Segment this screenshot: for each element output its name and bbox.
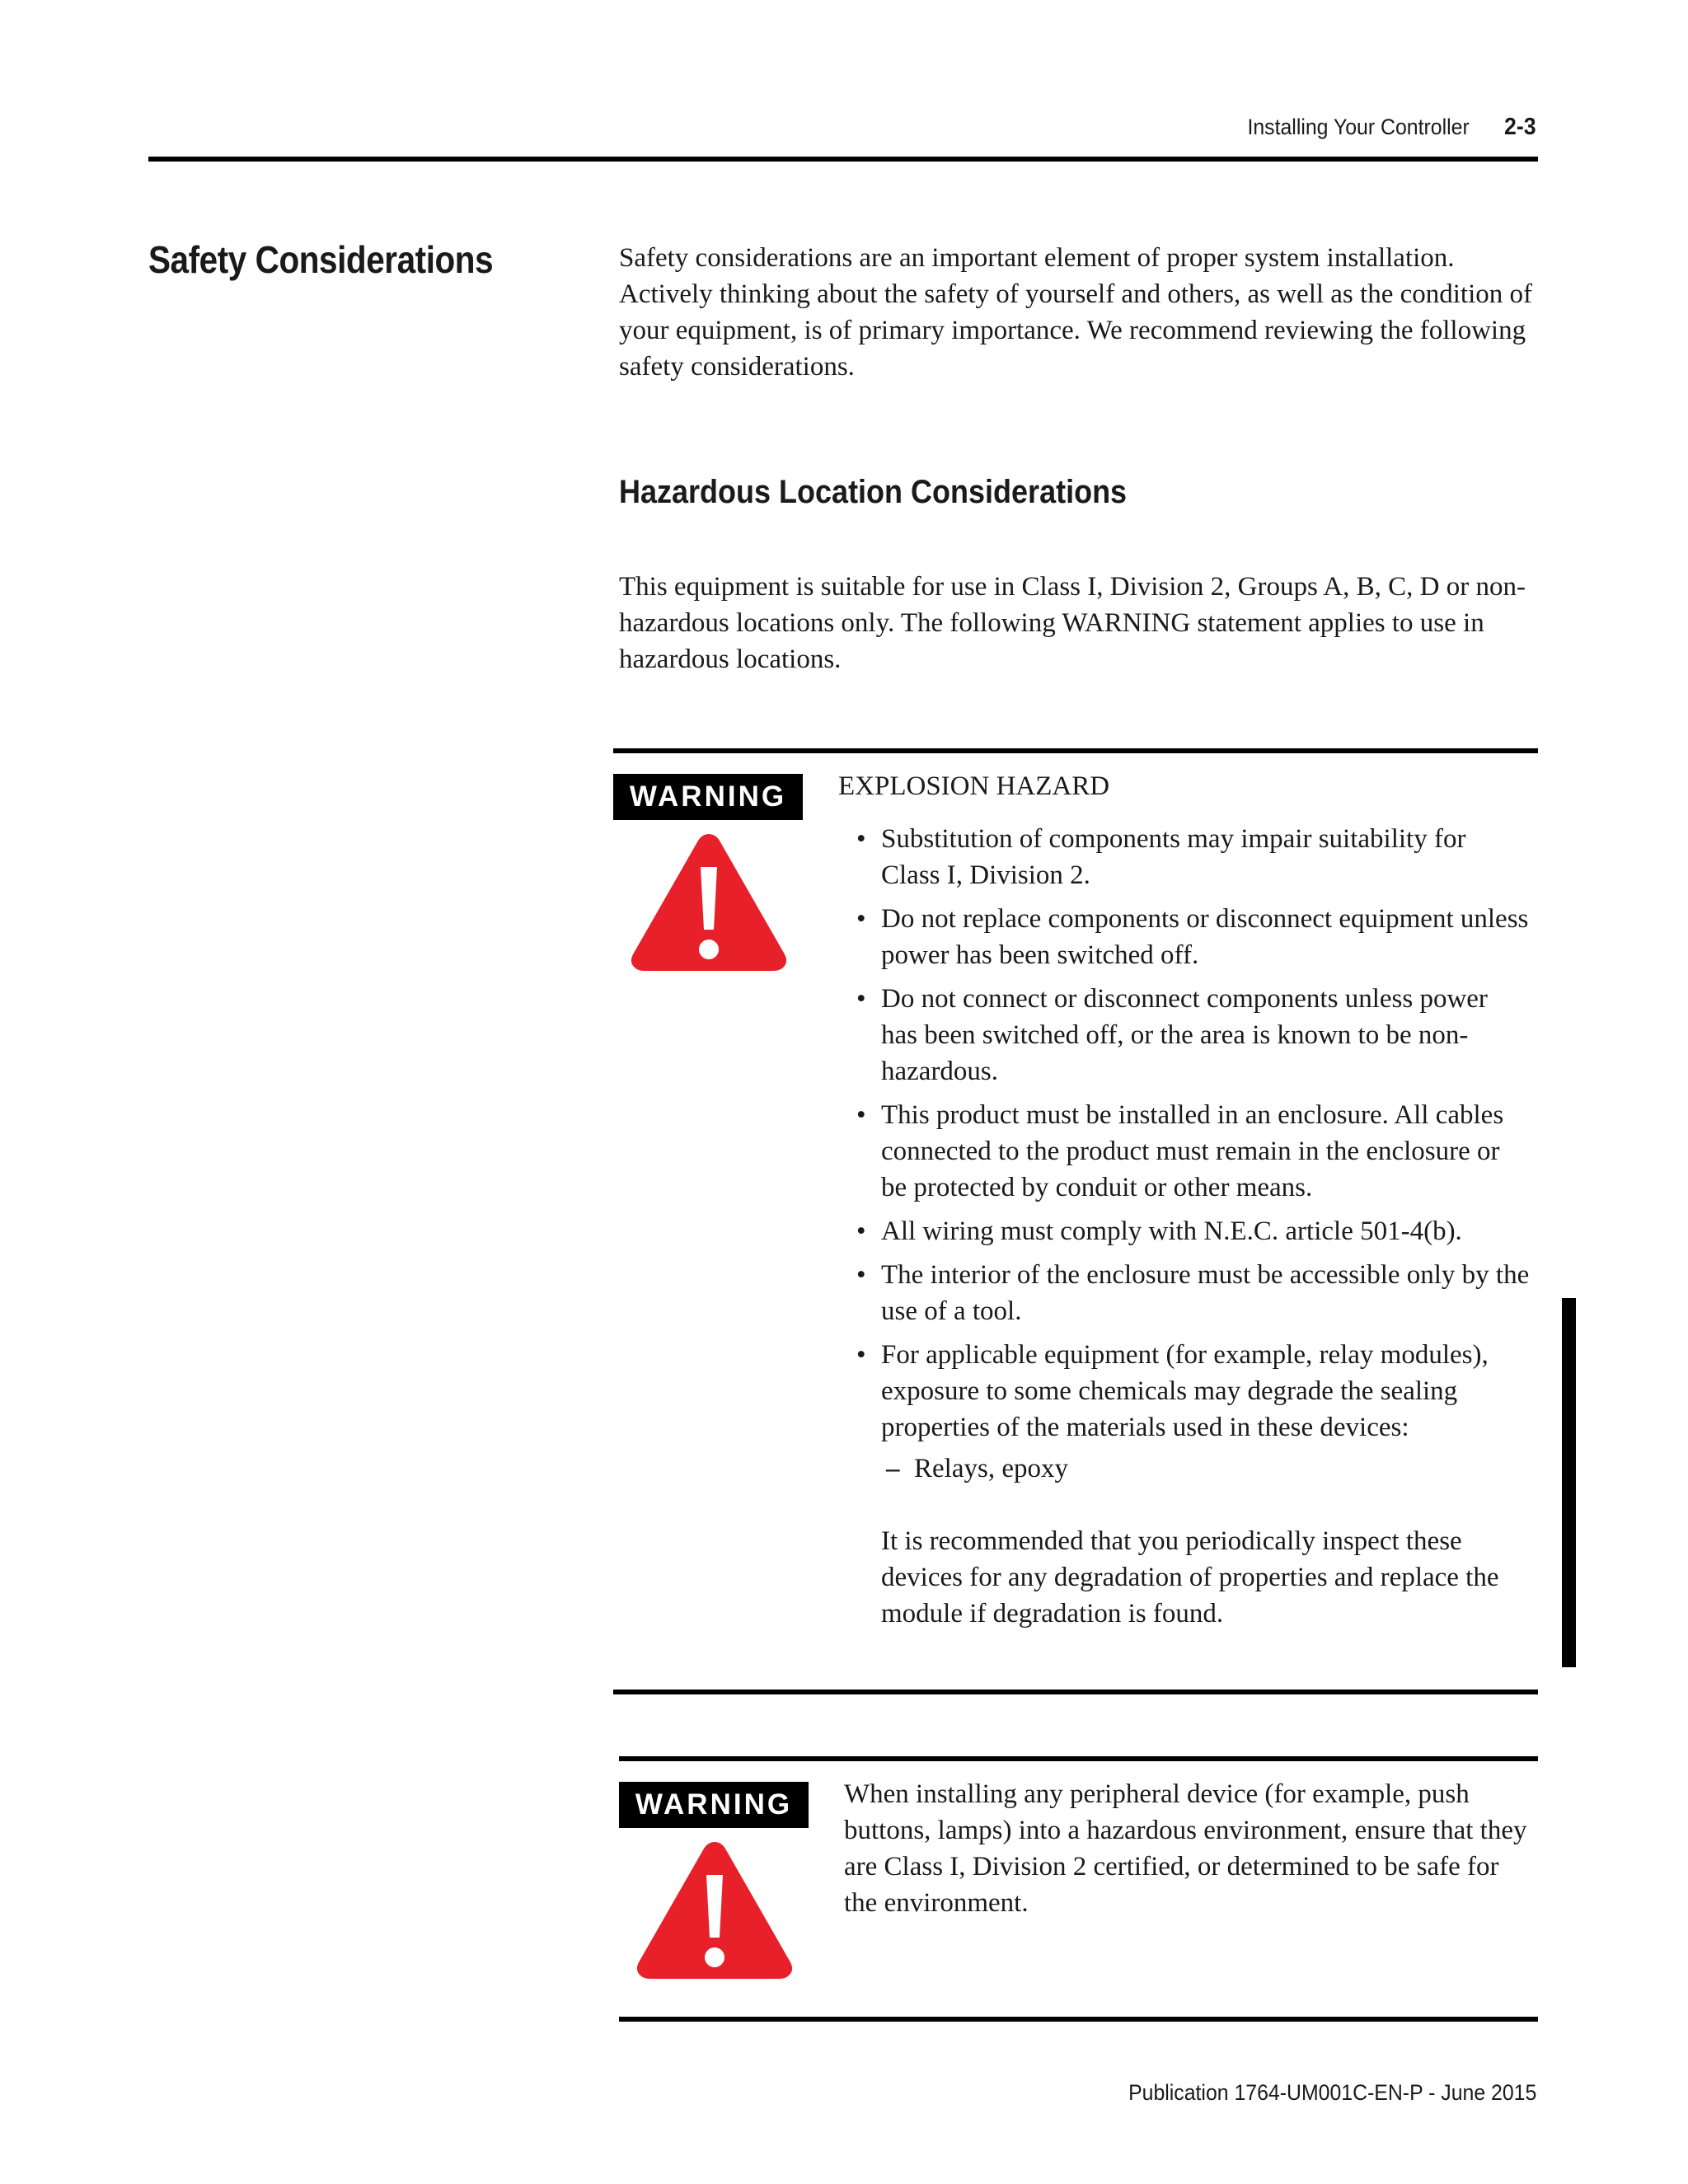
warning-label: WARNING xyxy=(613,774,803,820)
list-item: • Do not replace components or disconnect equipment unless power has been switched off. xyxy=(881,901,1531,973)
chapter-title: Installing Your Controller xyxy=(1247,115,1470,139)
header-rule xyxy=(148,157,1538,162)
list-item: • Do not connect or disconnect components unless power has been switched off, or the area is known to be non-hazardous. xyxy=(881,981,1531,1090)
peripheral-device-warning xyxy=(619,1756,1538,2022)
warning-label: WARNING xyxy=(619,1782,809,1828)
list-item: • All wiring must comply with N.E.C. article 501-4(b). xyxy=(881,1213,1531,1249)
publication-footer: Publication 1764-UM001C-EN-P - June 2015 xyxy=(1128,2080,1536,2105)
hazard-bullet-list xyxy=(838,821,1531,1487)
alert-triangle-icon xyxy=(632,1835,797,1984)
list-item xyxy=(881,1337,1531,1487)
list-item: • This product must be installed in an enclosure. All cables connected to the product must remain in the enclosure or be protected by conduit or other means. xyxy=(881,1097,1531,1206)
warning-text: When installing any peripheral device (for example, push buttons, lamps) into a hazardous environment, ensure that they are Class I, Division 2 certified, or determined to be safe for the environment. xyxy=(844,1779,1527,1918)
change-bar xyxy=(1562,1298,1576,1667)
section-heading: Safety Considerations xyxy=(148,238,494,281)
hazardous-location-heading: Hazardous Location Considerations xyxy=(619,474,1128,510)
sub-list-item: – Relays, epoxy xyxy=(914,1451,1531,1487)
page-number: 2-3 xyxy=(1504,114,1536,140)
alert-triangle-icon xyxy=(626,827,791,976)
warning-content xyxy=(838,768,1531,1632)
list-item-text: For applicable equipment (for example, relay modules), exposure to some chemicals may degrade the sealing properties of the materials used in these devices: xyxy=(881,1340,1489,1442)
intro-paragraph: Safety considerations are an important element of proper system installation. Actively thinking about the safety of yourself and others, as well as the condition of your equipment, is of primary importance. We recommend reviewing the following safety considerations. xyxy=(619,243,1532,382)
list-item: • The interior of the enclosure must be accessible only by the use of a tool. xyxy=(881,1257,1531,1329)
list-item: • Substitution of components may impair suitability for Class I, Division 2. xyxy=(881,821,1531,893)
running-header xyxy=(1248,114,1536,141)
warning-content xyxy=(844,1776,1536,1921)
hazard-title: EXPLOSION HAZARD xyxy=(838,771,1110,801)
hazardous-location-paragraph: This equipment is suitable for use in Class I, Division 2, Groups A, B, C, D or non-hazardous locations only. The following WARNING statement applies to use in hazardous locations. xyxy=(619,572,1526,674)
explosion-hazard-warning xyxy=(613,748,1538,1694)
inspection-note: It is recommended that you periodically inspect these devices for any degradation of properties and replace the module if degradation is found. xyxy=(881,1526,1499,1629)
sub-list xyxy=(881,1451,1531,1487)
